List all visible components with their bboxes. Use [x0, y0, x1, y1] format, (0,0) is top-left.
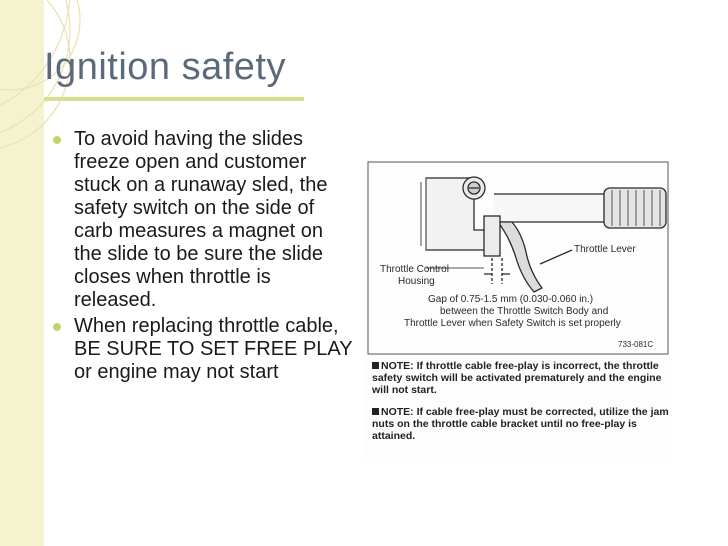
note-free-play-incorrect [372, 360, 670, 396]
note-square-icon [372, 408, 379, 415]
throttle-diagram-figure [366, 160, 672, 462]
throttle-lever-label: Throttle Lever [574, 244, 636, 255]
note-text: NOTE: If cable free-play must be corrected, utilize the jam nuts on the throttle cable bracket until no free-play is attained. [372, 406, 669, 442]
bullet-item [46, 315, 356, 384]
figure-code: 733-081C [618, 340, 654, 349]
note-square-icon [372, 362, 379, 369]
note-text: NOTE: If throttle cable free-play is incorrect, the throttle safety switch will be activated prematurely and the engine will not start. [372, 360, 662, 396]
bullet-list [46, 128, 356, 387]
housing-label-line1: Throttle Control [380, 264, 449, 275]
gap-label-line1: Gap of 0.75-1.5 mm (0.030-0.060 in.) [428, 294, 594, 305]
bullet-dot-icon [53, 136, 61, 144]
title-underline [44, 97, 304, 101]
slide-title: Ignition safety [44, 46, 286, 88]
gap-label-line3: Throttle Lever when Safety Switch is set properly [404, 318, 621, 329]
bullet-dot-icon [53, 323, 61, 331]
bullet-text: When replacing throttle cable, BE SURE TO SET FREE PLAY or engine may not start [74, 315, 353, 383]
note-free-play-correction [372, 406, 670, 442]
housing-label-line2: Housing [398, 276, 435, 287]
gap-label-line2: between the Throttle Switch Body and [440, 306, 609, 317]
bullet-text: To avoid having the slides freeze open and customer stuck on a runaway sled, the safety switch on the side of carb measures a magnet on the slide to be sure the slide closes when throttle is released. [74, 128, 328, 311]
bullet-item [46, 128, 356, 312]
throttle-diagram-drawing [366, 160, 672, 360]
